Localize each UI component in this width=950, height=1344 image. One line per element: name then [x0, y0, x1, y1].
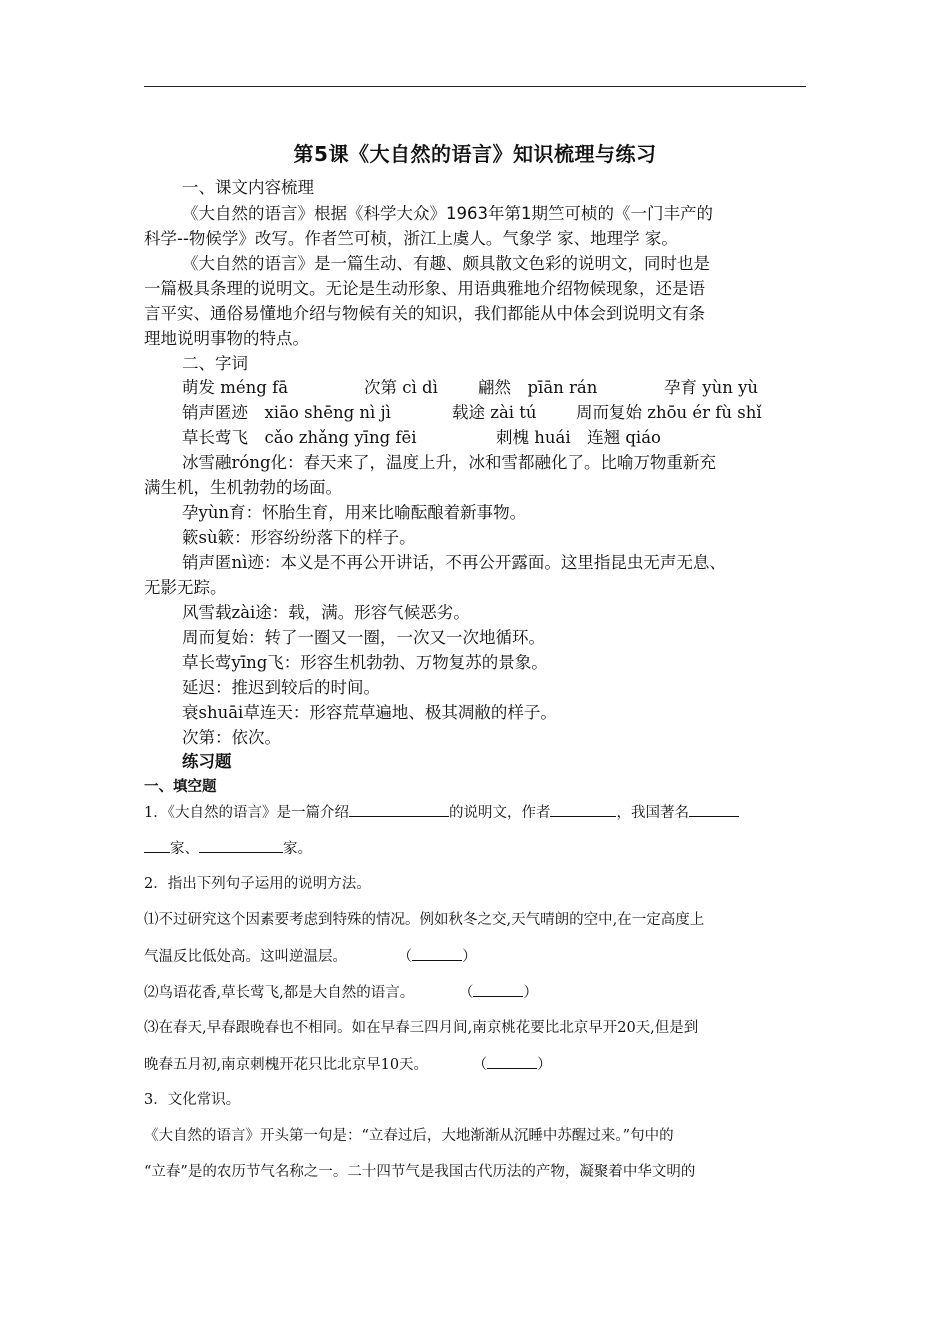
- question-3-line2: “立春”是的农历节气名称之一。二十四节气是我国古代历法的产物，凝聚着中华文明的: [144, 1164, 696, 1180]
- header-rule: [144, 86, 806, 87]
- question-3-line1: 《大自然的语言》开头第一句是：“立春过后，大地渐渐从沉睡中苏醒过来。”句中的: [144, 1128, 674, 1144]
- question-2-2: [144, 982, 538, 1003]
- q1-text-b: 的说明文，作者: [448, 805, 551, 821]
- answer-blank[interactable]: [349, 802, 449, 817]
- paren-open: （: [397, 949, 413, 965]
- question-2: 2．指出下列句子运用的说明方法。: [144, 876, 371, 892]
- section2-heading: 二、字词: [182, 354, 248, 373]
- definition-line: 冰雪融róng化：春天来了，温度上升，冰和雪都融化了。比喻万物重新充: [182, 453, 717, 472]
- section1-p2-line3: 言平实、通俗易懂地介绍与物候有关的知识，我们都能从中体会到说明文有条: [144, 304, 705, 323]
- paren-close: ）: [537, 1057, 552, 1073]
- q1-text-c: ，我国著名: [616, 805, 689, 821]
- section1-p2-line4: 理地说明事物的特点。: [144, 329, 309, 348]
- pinyin-item: 次第 cì dì: [364, 378, 438, 397]
- question-3: 3．文化常识。: [144, 1092, 241, 1108]
- q2-3-text: 晚春五月初,南京刺槐开花只比北京早10天。: [144, 1057, 429, 1073]
- answer-blank[interactable]: [473, 982, 523, 997]
- answer-blank[interactable]: [412, 946, 462, 961]
- paren-open: （: [458, 985, 474, 1001]
- section1-p1-line1: 《大自然的语言》根据《科学大众》1963年第1期竺可桢的《一门丰产的: [182, 204, 713, 223]
- answer-blank[interactable]: [487, 1054, 537, 1069]
- definition-line: 满生机，生机勃勃的场面。: [144, 478, 342, 497]
- exercises-heading: 练习题: [182, 752, 232, 771]
- q2-1-text: 气温反比低处高。这叫逆温层。: [144, 949, 347, 965]
- definition-line: 孕yùn育：怀胎生育，用来比喻酝酿着新事物。: [182, 503, 527, 522]
- pinyin-item: 孕育 yùn yù: [664, 378, 759, 397]
- pinyin-item: 刺槐 huái 连翘 qiáo: [496, 428, 661, 447]
- q2-2-text: ⑵鸟语花香,草长莺飞,都是大自然的语言。: [144, 985, 415, 1001]
- pinyin-item: 萌发 méng fā: [182, 378, 289, 397]
- definition-line: 销声匿nì迹：本义是不再公开讲话，不再公开露面。这里指昆虫无声无息、: [182, 553, 726, 572]
- question-2-1-line2: [144, 946, 477, 967]
- section1-p2-line1: 《大自然的语言》是一篇生动、有趣、颇具散文色彩的说明文，同时也是: [182, 254, 710, 273]
- answer-blank[interactable]: [550, 802, 616, 817]
- question-2-3-line2: [144, 1054, 552, 1075]
- q1-text-d: 家、: [170, 841, 199, 857]
- section1-p2-line2: 一篇极具条理的说明文。无论是生动形象、用语典雅地介绍物候现象，还是语: [144, 279, 705, 298]
- answer-blank[interactable]: [689, 802, 739, 817]
- section1-heading: 一、课文内容梳理: [182, 178, 314, 197]
- fill-blank-heading: 一、填空题: [144, 779, 217, 795]
- definition-line: 无影无踪。: [144, 578, 227, 597]
- paren-open: （: [472, 1057, 488, 1073]
- definition-line: 周而复始：转了一圈又一圈，一次又一次地循环。: [182, 628, 545, 647]
- answer-blank[interactable]: [199, 838, 283, 853]
- question-1-line2: [144, 838, 312, 859]
- definition-line: 草长莺yīng飞：形容生机勃勃、万物复苏的景象。: [182, 653, 548, 672]
- q1-text-a: 1．《大自然的语言》是一篇介绍: [144, 805, 349, 821]
- paren-close: ）: [523, 985, 538, 1001]
- pinyin-item: 周而复始 zhōu ér fù shǐ: [576, 403, 762, 422]
- definition-line: 衰shuāi草连天：形容荒草遍地、极其凋敝的样子。: [182, 703, 557, 722]
- paren-close: ）: [462, 949, 477, 965]
- definition-line: 次第：依次。: [182, 728, 281, 747]
- pinyin-item: 翩然 pīān rán: [478, 378, 598, 397]
- answer-blank[interactable]: [144, 838, 170, 853]
- question-1-line1: [144, 802, 739, 823]
- page-title: 第5课《大自然的语言》知识梳理与练习: [293, 142, 657, 166]
- definition-line: 簌sù簌：形容纷纷落下的样子。: [182, 528, 416, 547]
- section1-p1-line2: 科学--物候学》改写。作者竺可桢，浙江上虞人。气象学 家、地理学 家。: [144, 229, 678, 248]
- pinyin-item: 草长莺飞 cǎo zhǎng yīng fēi: [182, 428, 417, 447]
- definition-line: 延迟：推迟到较后的时间。: [182, 678, 380, 697]
- q1-text-e: 家。: [283, 841, 312, 857]
- question-2-1-line1: ⑴不过研究这个因素要考虑到特殊的情况。例如秋冬之交,天气晴朗的空中,在一定高度上: [144, 912, 705, 928]
- question-2-3-line1: ⑶在春天,早春跟晚春也不相同。如在早春三四月间,南京桃花要比北京早开20天,但是到: [144, 1020, 699, 1036]
- pinyin-item: 销声匿迹 xiāo shēng nì jì: [182, 403, 391, 422]
- pinyin-item: 载途 zài tú: [452, 403, 537, 422]
- definition-line: 风雪载zài途：载，满。形容气候恶劣。: [182, 603, 470, 622]
